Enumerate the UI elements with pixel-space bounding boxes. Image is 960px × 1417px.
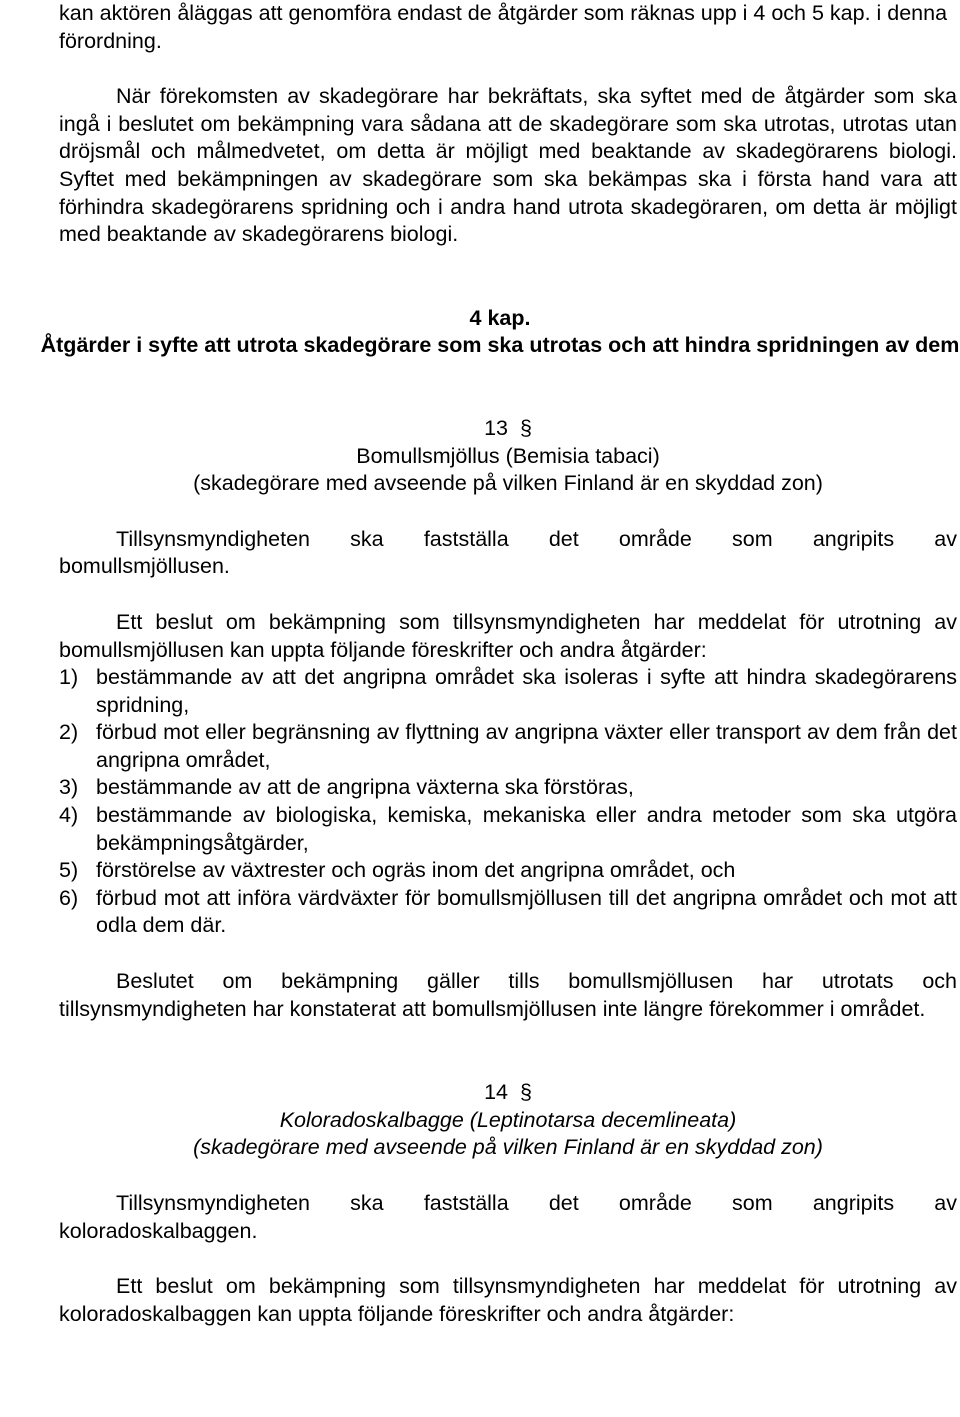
intro-continuation: kan aktören åläggas att genomföra endast de åtgärder som räknas upp i 4 och 5 kap. i denna förordning.	[59, 1, 948, 53]
section-paragraph-1-line-2: bomullsmjöllusen.	[59, 554, 230, 579]
section-13	[59, 415, 957, 1023]
section-paragraph-1-line-1: Tillsynsmyndigheten ska fastställa det område som angripits av	[116, 526, 957, 551]
intro-paragraph: När förekomsten av skadegörare har bekräftats, ska syftet med de åtgärder som ska ingå i beslutet om bekämpning vara sådana att de skadegörare som ska utrotas, utrotas utan dröjsmål och målmedvetet, om detta är möjligt med beaktande av skadegörarens biologi. Syftet med bekämpningen av skadegörare som ska bekämpas ska i första hand vara att förhindra skadegörarens spridning och i andra hand utrota skadegöraren, om detta är möjligt med beaktande av skadegörarens biologi.	[59, 84, 957, 247]
measures-list	[59, 664, 957, 940]
section-mark: §	[519, 1080, 532, 1105]
section-paragraph-1-line-1: Tillsynsmyndigheten ska fastställa det område som angripits av	[116, 1191, 957, 1215]
section-heading	[59, 1079, 957, 1107]
section-paragraph-2: Ett beslut om bekämpning som tillsynsmyndigheten har meddelat för utrotning av bomullsmjöllusen kan uppta följande föreskrifter och andra åtgärder:	[59, 609, 957, 662]
section-paragraph-1-line-2: koloradoskalbaggen.	[59, 1218, 258, 1243]
section-note: (skadegörare med avseende på vilken Finland är en skyddad zon)	[193, 1135, 823, 1160]
chapter-title: Åtgärder i syfte att utrota skadegörare som ska utrotas och att hindra spridningen av dem	[40, 333, 960, 358]
list-item: 3) bestämmande av att de angripna växterna ska förstöras,	[59, 775, 634, 800]
list-item: 5) förstörelse av växtrester och ogräs inom det angripna området, och	[59, 858, 736, 883]
section-paragraph-2: Ett beslut om bekämpning som tillsynsmyndigheten har meddelat för utrotning av koloradoskalbaggen kan uppta följande föreskrifter och andra åtgärder:	[59, 1274, 957, 1326]
section-paragraph-1	[59, 1190, 957, 1218]
section-paragraph-1	[59, 526, 957, 554]
list-item: 2) förbud mot eller begränsning av flyttning av angripna växter eller transport av dem från det angripna området,	[59, 720, 957, 772]
list-item: 4) bestämmande av biologiska, kemiska, mekaniska eller andra metoder som ska utgöra bekämpningsåtgärder,	[59, 803, 957, 855]
section-number: 14	[484, 1080, 508, 1105]
chapter-heading	[0, 305, 960, 360]
section-heading	[59, 415, 957, 443]
section-name: Koloradoskalbagge (Leptinotarsa decemlineata)	[279, 1107, 737, 1132]
section-note: (skadegörare med avseende på vilken Finland är en skyddad zon)	[193, 471, 823, 496]
list-item: 1) bestämmande av att det angripna området ska isoleras i syfte att hindra skadegörarens spridning,	[59, 665, 957, 717]
document-page	[40, 0, 960, 1328]
chapter-number: 4 kap.	[469, 305, 531, 330]
list-item: 6) förbud mot att införa värdväxter för bomullsmjöllusen till det angripna området och mot att odla dem där.	[59, 885, 957, 938]
section-14	[59, 1079, 957, 1328]
section-number: 13	[484, 415, 508, 440]
section-paragraph-3: Beslutet om bekämpning gäller tills bomullsmjöllusen har utrotats och tillsynsmyndigheten har konstaterat att bomullsmjöllusen inte längre förekommer i området.	[59, 969, 957, 1021]
section-name: Bomullsmjöllus (Bemisia tabaci)	[356, 443, 660, 468]
section-mark: §	[519, 415, 532, 440]
